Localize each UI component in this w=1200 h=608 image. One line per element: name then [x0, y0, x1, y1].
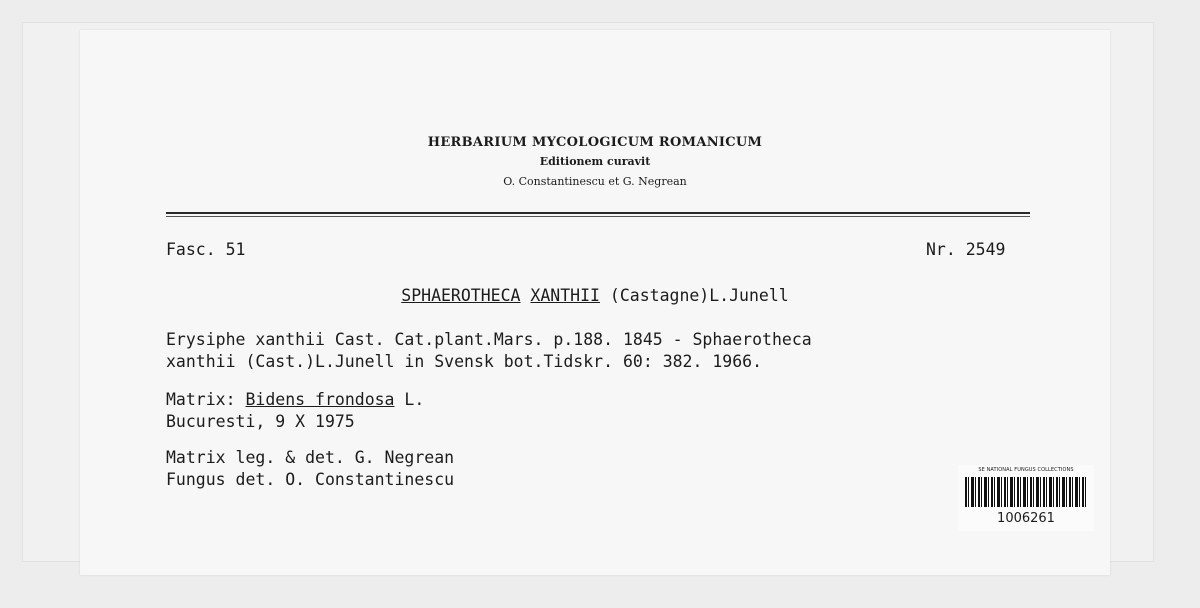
collector-line: Matrix leg. & det. G. Negrean — [166, 448, 455, 467]
herbarium-label — [80, 30, 1110, 575]
fungus-determiner-line: Fungus det. O. Constantinescu — [166, 470, 455, 489]
genus-name: SPHAEROTHECA — [401, 286, 521, 305]
fascicle-number: Fasc. 51 — [166, 240, 246, 259]
header-editor-line: Editionem curavit — [539, 155, 651, 168]
barcode-bars — [965, 477, 1087, 507]
locality-date: Bucuresti, 9 X 1975 — [166, 412, 355, 431]
header-rule-thin — [166, 216, 1030, 217]
matrix-prefix: Matrix: — [166, 390, 246, 409]
species-authority: (Castagne)L.Junell — [599, 286, 789, 305]
barcode-caption: SE NATIONAL FUNGUS COLLECTIONS — [978, 467, 1074, 473]
species-name — [80, 286, 1110, 306]
barcode-sticker — [958, 465, 1094, 531]
header-editors: O. Constantinescu et G. Negrean — [503, 175, 687, 188]
species-epithet: XANTHII — [530, 286, 600, 305]
specimen-number: Nr. 2549 — [926, 240, 1006, 259]
barcode-number: 1006261 — [997, 511, 1055, 526]
synonymy-line-1: Erysiphe xanthii Cast. Cat.plant.Mars. p.188. 1845 - Sphaerotheca — [166, 330, 812, 349]
label-header — [80, 135, 1110, 195]
matrix-line — [166, 390, 424, 410]
host-author: L. — [394, 390, 425, 409]
synonymy-line-2: xanthii (Cast.)L.Junell in Svensk bot.Tidskr. 60: 382. 1966. — [166, 352, 763, 371]
header-title: HERBARIUM MYCOLOGICUM ROMANICUM — [427, 135, 763, 150]
header-rule-thick — [166, 212, 1030, 214]
host-name: Bidens frondosa — [245, 390, 395, 409]
